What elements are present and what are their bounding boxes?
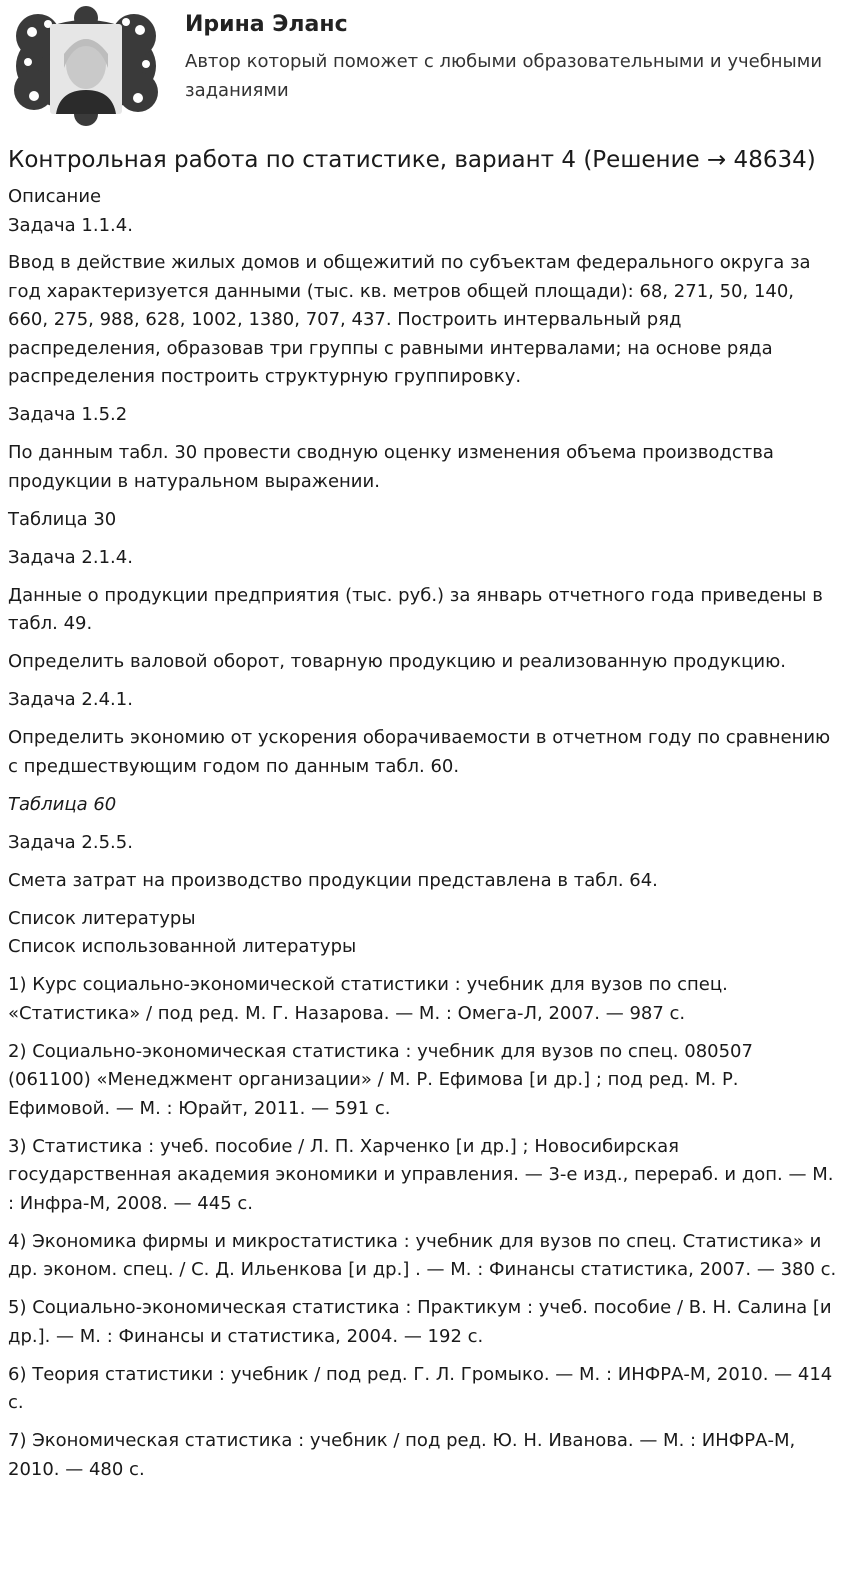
- task-title: Задача 1.5.2: [8, 404, 128, 425]
- literature-item: 3) Статистика : учеб. пособие / Л. П. Харченко [и др.] ; Новосибирская государственная академия экономики и управления. — 3-е изд., перераб. и доп. — М. : Инфра-М, 2008. — 445 с.: [8, 1135, 834, 1214]
- task-text: По данным табл. 30 провести сводную оценку изменения объема производства продукции в натуральном выражении.: [8, 442, 774, 492]
- literature-item: 6) Теория статистики : учебник / под ред. Г. Л. Громыко. — М. : ИНФРА-М, 2010. — 414 с.: [8, 1363, 833, 1413]
- task-text: Определить экономию от ускорения оборачиваемости в отчетном году по сравнению с предшествующим годом по данным табл. 60.: [8, 727, 831, 777]
- literature-label: Список литературы: [8, 907, 196, 929]
- description-label: Описание: [8, 186, 102, 207]
- literature-item: 4) Экономика фирмы и микростатистика : учебник для вузов по спец. Статистика» и др. эконом. спец. / С. Д. Ильенкова [и др.] . — М. : Финансы статистика, 2007. — 380 с.: [8, 1230, 837, 1280]
- task-text: Определить валовой оборот, товарную продукцию и реализованную продукцию.: [8, 651, 786, 672]
- task-title: Задача 2.1.4.: [8, 546, 133, 568]
- author-name[interactable]: Ирина Эланс: [185, 12, 348, 37]
- table-note: Таблица 30: [8, 508, 117, 530]
- literature-heading: Список использованной литературы: [8, 936, 357, 957]
- literature-item: 2) Социально-экономическая статистика : учебник для вузов по спец. 080507 (061100) «Менеджмент организации» / М. Р. Ефимова [и др.] ; под ред. М. Р. Ефимовой. — М. : Юрайт, 2011. — 591 с.: [8, 1040, 753, 1119]
- author-description: Автор который поможет с любыми образовательными и учебными заданиями: [185, 51, 823, 101]
- task-text: Данные о продукции предприятия (тыс. руб.) за январь отчетного года приведены в табл. 49.: [8, 584, 823, 634]
- literature-item: 5) Социально-экономическая статистика : Практикум : учеб. пособие / В. Н. Салина [и др.]. — М. : Финансы и статистика, 2004. — 192 с.: [8, 1297, 832, 1347]
- task-title: Задача 1.1.4.: [8, 214, 133, 236]
- author-card: [8, 0, 839, 135]
- literature-item: 1) Курс социально-экономической статистики : учебник для вузов по спец. «Статистика» / под ред. М. Г. Назарова. — М. : Омега-Л, 2007. — 987 с.: [8, 974, 728, 1024]
- task-text: Смета затрат на производство продукции представлена в табл. 64.: [8, 869, 658, 891]
- task-title: Задача 2.4.1.: [8, 689, 133, 710]
- task-text: Ввод в действие жилых домов и общежитий по субъектам федерального округа за год характеризуется данными (тыс. кв. метров общей площади): 68, 271, 50, 140, 660, 275, 988, 628, 1002, 1380, 707, 437. Построить интервальный ряд распределения, образовав три группы с равными интервалами; на основе ряда распределения построить структурную группировку.: [8, 252, 811, 387]
- task-title: Задача 2.5.5.: [8, 831, 133, 853]
- table-note: Таблица 60: [8, 793, 117, 815]
- page-title: Контрольная работа по статистике, вариант 4 (Решение → 48634): [8, 147, 816, 173]
- literature-item: 7) Экономическая статистика : учебник / под ред. Ю. Н. Иванова. — М. : ИНФРА-М, 2010. — 480 с.: [8, 1430, 796, 1480]
- author-avatar[interactable]: [14, 6, 158, 126]
